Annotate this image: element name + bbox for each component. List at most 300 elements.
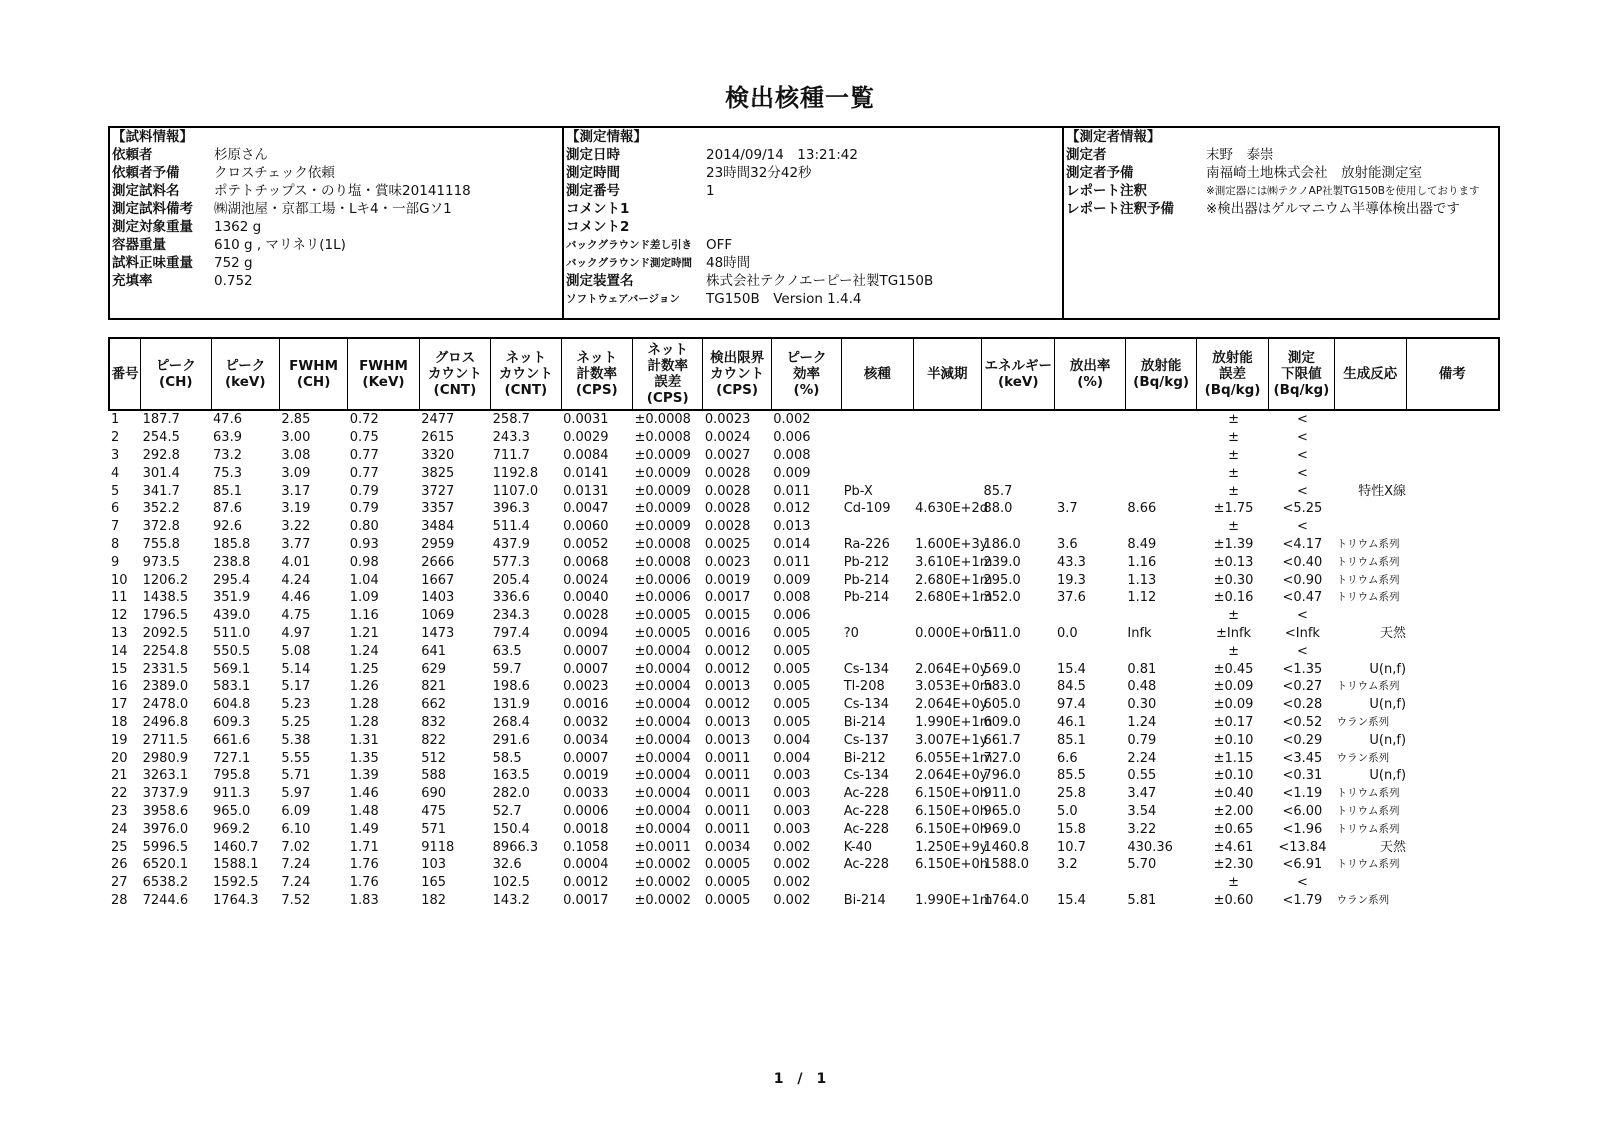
table-row xyxy=(109,803,1499,821)
sample-info-field-value: 杉原さん xyxy=(214,147,268,163)
table-cell xyxy=(1125,410,1196,429)
table-cell: 0.005 xyxy=(773,714,811,730)
table-cell: ±0.0008 xyxy=(634,430,691,446)
table-cell: <6.00 xyxy=(1282,803,1323,819)
table-cell: 0.002 xyxy=(773,892,811,908)
table-cell: 1.13 xyxy=(1127,572,1157,588)
measurement-info-field xyxy=(566,290,1062,308)
table-cell: 4.01 xyxy=(281,554,311,570)
table-cell: ±0.45 xyxy=(1213,661,1254,677)
info-box xyxy=(108,126,1500,320)
table-cell: 0.0028 xyxy=(704,501,751,517)
table-cell: 85.5 xyxy=(1056,768,1086,784)
table-cell: ± xyxy=(1228,465,1239,481)
table-cell: 0.0012 xyxy=(704,643,751,659)
table-cell: 0.0052 xyxy=(563,536,609,552)
sample-info-field-label: 依頼者 xyxy=(112,147,153,163)
table-cell xyxy=(1406,856,1499,874)
table-cell: <0.47 xyxy=(1282,590,1323,606)
column-header: ピーク 効率 (%) xyxy=(771,338,841,410)
operator-info-field-label: 測定者予備 xyxy=(1066,165,1134,181)
page-title: 検出核種一覧 xyxy=(725,84,875,112)
table-cell xyxy=(1335,874,1406,892)
table-cell: 911.0 xyxy=(983,786,1021,802)
table-cell: 2331.5 xyxy=(142,661,189,677)
table-cell xyxy=(1406,464,1499,482)
table-cell: 711.7 xyxy=(492,447,530,463)
table-cell xyxy=(1406,838,1499,856)
table-cell: ±0.0009 xyxy=(634,501,691,517)
table-cell xyxy=(1335,429,1406,447)
table-cell: <0.27 xyxy=(1282,679,1323,695)
table-cell: ± xyxy=(1228,483,1239,499)
table-cell: ±0.0009 xyxy=(634,465,691,481)
table-cell: 6.6 xyxy=(1056,750,1078,766)
table-cell: ±0.0004 xyxy=(634,750,691,766)
table-cell: ±0.0004 xyxy=(634,643,691,659)
table-cell: <0.28 xyxy=(1282,697,1323,713)
table-cell: 4.630E+2d xyxy=(915,501,988,517)
table-row xyxy=(109,447,1499,465)
sample-info-field-label: 依頼者予備 xyxy=(112,165,180,181)
measurement-info-field-value: 株式会社テクノエーピー社製TG150B xyxy=(706,273,934,289)
table-cell: 0.0040 xyxy=(563,590,609,606)
table-cell: 150.4 xyxy=(492,821,530,837)
table-cell xyxy=(1125,464,1196,482)
table-cell: 7 xyxy=(111,519,120,535)
table-cell: < xyxy=(1296,465,1308,481)
table-cell xyxy=(1406,571,1499,589)
table-cell: ± xyxy=(1228,875,1239,891)
table-cell: 9118 xyxy=(421,839,455,855)
sample-info-field-label: 測定対象重量 xyxy=(112,219,193,235)
column-header: 核種 xyxy=(842,338,913,410)
table-cell: < xyxy=(1296,447,1308,463)
table-row xyxy=(109,856,1499,874)
table-cell: 0.93 xyxy=(349,536,379,552)
table-cell: 0.002 xyxy=(773,857,811,873)
table-cell: Bi-212 xyxy=(843,750,886,766)
table-cell: 437.9 xyxy=(492,536,530,552)
table-cell: 0.79 xyxy=(349,483,379,499)
table-cell: 58.5 xyxy=(492,750,522,766)
table-cell: 0.009 xyxy=(773,572,811,588)
table-cell: U(n,f) xyxy=(1369,661,1407,677)
table-cell: 3.77 xyxy=(281,536,311,552)
column-header: 検出限界 カウント (CPS) xyxy=(703,338,771,410)
table-cell: ±0.0006 xyxy=(634,590,691,606)
table-cell: 6520.1 xyxy=(142,857,189,873)
table-cell xyxy=(1406,767,1499,785)
measurement-info-field xyxy=(566,272,1062,290)
table-row xyxy=(109,625,1499,643)
table-cell: 0.0031 xyxy=(563,412,609,428)
table-cell: ±0.0009 xyxy=(634,447,691,463)
table-cell: Cs-134 xyxy=(843,661,890,677)
table-cell xyxy=(1055,464,1125,482)
table-cell: 0.0024 xyxy=(704,430,751,446)
table-cell: 0.012 xyxy=(773,501,811,517)
operator-info-field-value: 南福崎土地株式会社 放射能測定室 xyxy=(1206,165,1422,181)
table-cell: 0.0016 xyxy=(704,625,751,641)
table-cell: U(n,f) xyxy=(1369,732,1407,748)
table-cell: 5.38 xyxy=(281,732,311,748)
table-cell xyxy=(842,429,913,447)
table-cell: ±0.0004 xyxy=(634,661,691,677)
table-cell: 5.17 xyxy=(281,679,311,695)
table-cell: 1.24 xyxy=(1127,714,1157,730)
table-cell: 475 xyxy=(421,803,447,819)
measurement-info-field xyxy=(566,182,1062,200)
table-cell: 18 xyxy=(111,714,128,730)
table-cell: トリウム系列 xyxy=(1336,822,1400,835)
table-cell: <0.90 xyxy=(1282,572,1323,588)
table-cell: U(n,f) xyxy=(1369,768,1407,784)
table-cell: Cs-134 xyxy=(843,697,890,713)
table-cell: < xyxy=(1296,519,1308,535)
table-cell: 5996.5 xyxy=(142,839,189,855)
table-cell: 5 xyxy=(111,483,120,499)
table-cell: Cs-134 xyxy=(843,768,890,784)
table-cell: 3.007E+1y xyxy=(915,732,988,748)
table-cell: 8 xyxy=(111,536,120,552)
table-cell: 512 xyxy=(421,750,447,766)
measurement-info-field-label: バックグラウンド測定時間 xyxy=(566,257,692,269)
table-cell: 11 xyxy=(111,590,128,606)
table-cell: 511.0 xyxy=(983,625,1021,641)
table-cell: <4.17 xyxy=(1282,536,1323,552)
table-cell: Ra-226 xyxy=(843,536,890,552)
table-cell: 3.2 xyxy=(1056,857,1078,873)
sample-info-field xyxy=(112,218,562,236)
table-cell: ±0.0005 xyxy=(634,608,691,624)
column-header: ピーク (CH) xyxy=(141,338,211,410)
table-row xyxy=(109,642,1499,660)
table-cell: ±0.0004 xyxy=(634,768,691,784)
measurement-info-field-value: OFF xyxy=(706,237,733,253)
table-cell: 2 xyxy=(111,430,120,446)
table-cell xyxy=(1406,785,1499,803)
table-cell: 2666 xyxy=(421,554,455,570)
table-cell: 0.0084 xyxy=(563,447,609,463)
table-row xyxy=(109,500,1499,518)
column-header: 放射能 誤差 (Bq/kg) xyxy=(1197,338,1268,410)
table-cell: 911.3 xyxy=(213,786,251,802)
table-cell: ±0.0008 xyxy=(634,554,691,570)
table-cell: 15.4 xyxy=(1056,892,1086,908)
table-cell: トリウム系列 xyxy=(1336,804,1400,817)
table-cell xyxy=(1055,410,1125,429)
table-cell: 0.0005 xyxy=(704,892,751,908)
table-cell: < xyxy=(1296,412,1308,428)
table-cell: 2478.0 xyxy=(142,697,189,713)
table-cell: <0.40 xyxy=(1282,554,1323,570)
table-cell: 24 xyxy=(111,821,128,837)
table-cell: ±0.0004 xyxy=(634,697,691,713)
table-cell: 7.52 xyxy=(281,892,311,908)
table-cell: ±0.0009 xyxy=(634,519,691,535)
table-cell: 0.0015 xyxy=(704,608,751,624)
table-cell: ウラン系列 xyxy=(1336,715,1390,728)
table-body xyxy=(109,410,1499,909)
table-cell: 0.008 xyxy=(773,590,811,606)
table-cell: 5.81 xyxy=(1127,892,1157,908)
table-cell: ±0.0004 xyxy=(634,786,691,802)
operator-info-section xyxy=(1062,128,1498,318)
table-cell: 550.5 xyxy=(213,643,251,659)
table-cell: 0.006 xyxy=(773,430,811,446)
table-cell: 268.4 xyxy=(492,714,530,730)
table-cell xyxy=(913,482,981,500)
table-cell: 10.7 xyxy=(1056,839,1086,855)
table-cell: 7.02 xyxy=(281,839,311,855)
table-row xyxy=(109,838,1499,856)
table-cell: 0.0011 xyxy=(704,803,751,819)
table-cell: 1.990E+1m xyxy=(915,892,993,908)
table-cell: 0.0047 xyxy=(563,501,609,517)
table-cell: 1460.7 xyxy=(213,839,259,855)
sample-info-field xyxy=(112,272,562,290)
table-cell: 0.0028 xyxy=(704,465,751,481)
table-row xyxy=(109,874,1499,892)
table-cell: 131.9 xyxy=(492,697,530,713)
table-cell: 1796.5 xyxy=(142,608,189,624)
table-cell: ±0.60 xyxy=(1213,892,1254,908)
table-cell: Pb-214 xyxy=(843,590,890,606)
table-cell: ± xyxy=(1228,608,1239,624)
nuclide-table xyxy=(108,337,1500,909)
table-cell: 9 xyxy=(111,554,120,570)
table-cell: 609.3 xyxy=(213,714,251,730)
column-header: グロス カウント (CNT) xyxy=(419,338,490,410)
table-cell: 352.0 xyxy=(983,590,1021,606)
table-cell: 969.2 xyxy=(213,821,251,837)
table-cell: 3.00 xyxy=(281,430,311,446)
table-cell: 569.0 xyxy=(983,661,1021,677)
table-cell: 662 xyxy=(421,697,447,713)
table-cell: 1.12 xyxy=(1127,590,1157,606)
table-cell: 17 xyxy=(111,697,128,713)
table-cell: 0.013 xyxy=(773,519,811,535)
table-cell: <3.45 xyxy=(1282,750,1323,766)
table-cell: ±2.00 xyxy=(1213,803,1254,819)
table-cell: 25 xyxy=(111,839,128,855)
table-cell: 3.22 xyxy=(1127,821,1157,837)
table-cell: 3.08 xyxy=(281,447,311,463)
table-cell xyxy=(1406,678,1499,696)
table-cell: <0.52 xyxy=(1282,714,1323,730)
table-cell: 0.005 xyxy=(773,679,811,695)
table-cell xyxy=(842,410,913,429)
table-cell: <1.35 xyxy=(1282,661,1323,677)
table-cell: 63.9 xyxy=(213,430,242,446)
table-cell: 1667 xyxy=(421,572,455,588)
table-cell: Ac-228 xyxy=(843,786,890,802)
table-cell: ±2.30 xyxy=(1213,857,1254,873)
table-cell xyxy=(1406,500,1499,518)
operator-info-field-value: 末野 泰崇 xyxy=(1206,147,1274,163)
table-row xyxy=(109,536,1499,554)
table-cell: 97.4 xyxy=(1056,697,1086,713)
table-cell: 1764.3 xyxy=(213,892,259,908)
table-row xyxy=(109,714,1499,732)
table-cell: 588 xyxy=(421,768,447,784)
table-cell: 0.0025 xyxy=(704,536,751,552)
table-cell: 1.83 xyxy=(349,892,379,908)
table-cell: 0.005 xyxy=(773,643,811,659)
table-cell xyxy=(1055,642,1125,660)
table-cell: 0.55 xyxy=(1127,768,1157,784)
table-cell: 198.6 xyxy=(492,679,530,695)
table-cell: 5.14 xyxy=(281,661,311,677)
table-cell: 52.7 xyxy=(492,803,522,819)
table-cell: < xyxy=(1296,875,1308,891)
table-cell: 3357 xyxy=(421,501,455,517)
table-cell: 1.35 xyxy=(349,750,379,766)
table-cell xyxy=(1055,518,1125,536)
table-cell xyxy=(913,447,981,465)
table-cell: 0.0 xyxy=(1056,625,1078,641)
table-cell: 3320 xyxy=(421,447,455,463)
table-cell: 605.0 xyxy=(983,697,1021,713)
table-cell: 0.0011 xyxy=(704,786,751,802)
table-cell: <6.91 xyxy=(1282,857,1323,873)
table-cell: 1.39 xyxy=(349,768,379,784)
table-cell: 92.6 xyxy=(213,519,242,535)
table-cell xyxy=(1125,607,1196,625)
table-cell: 3.54 xyxy=(1127,803,1157,819)
table-cell: 1.09 xyxy=(349,590,379,606)
column-header: 番号 xyxy=(109,338,141,410)
table-cell xyxy=(982,447,1055,465)
table-cell: 821 xyxy=(421,679,447,695)
table-row xyxy=(109,820,1499,838)
table-cell: 185.8 xyxy=(213,536,251,552)
table-cell xyxy=(982,464,1055,482)
table-cell: ±Infk xyxy=(1215,625,1252,641)
table-row xyxy=(109,464,1499,482)
table-cell: ±0.40 xyxy=(1213,786,1254,802)
measurement-info-field xyxy=(566,164,1062,182)
table-cell: 0.0007 xyxy=(563,750,609,766)
table-cell xyxy=(1335,607,1406,625)
table-cell: 2389.0 xyxy=(142,679,189,695)
table-cell: 2254.8 xyxy=(142,643,189,659)
table-row xyxy=(109,660,1499,678)
table-cell: 1 xyxy=(111,412,120,428)
table-cell: 336.6 xyxy=(492,590,530,606)
table-cell: 5.23 xyxy=(281,697,311,713)
table-cell: 755.8 xyxy=(142,536,180,552)
measurement-info-field-label: 測定時間 xyxy=(566,165,620,181)
table-cell: 351.9 xyxy=(213,590,251,606)
table-cell: 1.25 xyxy=(349,661,379,677)
measurement-info-field-value: 23時間32分42秒 xyxy=(706,165,812,181)
table-cell: 6 xyxy=(111,501,120,517)
table-cell xyxy=(1055,482,1125,500)
table-cell: 0.0029 xyxy=(563,430,609,446)
column-header: 測定 下限値 (Bq/kg) xyxy=(1268,338,1334,410)
sample-info-field-label: 測定試料名 xyxy=(112,183,180,199)
table-cell: ±0.0002 xyxy=(634,892,691,908)
table-cell: ±4.61 xyxy=(1213,839,1254,855)
table-cell: 0.0005 xyxy=(704,857,751,873)
table-cell: 87.6 xyxy=(213,501,242,517)
table-cell: 6.10 xyxy=(281,821,311,837)
table-cell: 7.24 xyxy=(281,875,311,891)
table-cell: 0.0007 xyxy=(563,643,609,659)
table-cell: Infk xyxy=(1127,625,1152,641)
measurement-info-field-label: 測定日時 xyxy=(566,147,620,163)
table-cell: トリウム系列 xyxy=(1336,591,1400,604)
table-cell xyxy=(1406,447,1499,465)
table-cell: 0.0023 xyxy=(704,412,751,428)
table-cell: 2496.8 xyxy=(142,714,189,730)
table-cell: ウラン系列 xyxy=(1336,893,1390,906)
table-cell: 2.680E+1m xyxy=(915,590,993,606)
table-row xyxy=(109,553,1499,571)
table-cell: 0.0012 xyxy=(563,875,609,891)
table-cell: 0.003 xyxy=(773,768,811,784)
table-cell: 1.76 xyxy=(349,857,379,873)
table-cell: ±0.0004 xyxy=(634,679,691,695)
table-cell: 969.0 xyxy=(983,821,1021,837)
table-cell: 0.0012 xyxy=(704,697,751,713)
sample-info-field xyxy=(112,146,562,164)
table-cell: 6.150E+0h xyxy=(915,803,988,819)
table-cell: 15 xyxy=(111,661,128,677)
table-cell: 32.6 xyxy=(492,857,522,873)
table-cell: < xyxy=(1296,483,1308,499)
table-cell: 73.2 xyxy=(213,447,242,463)
table-cell: 1.48 xyxy=(349,803,379,819)
table-cell: 7.24 xyxy=(281,857,311,873)
table-cell: Ac-228 xyxy=(843,857,890,873)
table-cell: 430.36 xyxy=(1127,839,1173,855)
table-cell xyxy=(1055,607,1125,625)
table-cell: < xyxy=(1296,430,1308,446)
table-cell: 295.4 xyxy=(213,572,251,588)
table-cell: 661.6 xyxy=(213,732,251,748)
measurement-info-field-label: 測定装置名 xyxy=(566,273,634,289)
table-cell: 0.48 xyxy=(1127,679,1157,695)
table-cell xyxy=(842,464,913,482)
table-cell: 3958.6 xyxy=(142,803,189,819)
table-cell: 0.0131 xyxy=(563,483,609,499)
table-cell: <1.19 xyxy=(1282,786,1323,802)
measurement-info-field-label: ソフトウェアバージョン xyxy=(566,293,680,305)
table-cell: 727.0 xyxy=(983,750,1021,766)
table-cell: <Infk xyxy=(1284,625,1320,641)
table-cell: 8.49 xyxy=(1127,536,1157,552)
measurement-info-field-value: TG150B Version 1.4.4 xyxy=(706,291,862,307)
table-cell: Bi-214 xyxy=(843,892,886,908)
table-row xyxy=(109,429,1499,447)
table-cell: 2.064E+0y xyxy=(915,697,988,713)
measurement-info-header: 【測定情報】 xyxy=(566,129,647,145)
table-cell: 727.1 xyxy=(213,750,251,766)
table-cell: 690 xyxy=(421,786,447,802)
table-cell: 0.72 xyxy=(349,412,379,428)
table-cell: 583.1 xyxy=(213,679,251,695)
table-cell xyxy=(1406,625,1499,643)
table-cell: 187.7 xyxy=(142,412,180,428)
table-cell: 84.5 xyxy=(1056,679,1086,695)
table-cell: 0.0012 xyxy=(704,661,751,677)
table-cell: 0.0034 xyxy=(704,839,751,855)
table-cell xyxy=(1406,429,1499,447)
sample-info-field-value: ポテトチップス・のり塩・賞味20141118 xyxy=(214,183,471,199)
